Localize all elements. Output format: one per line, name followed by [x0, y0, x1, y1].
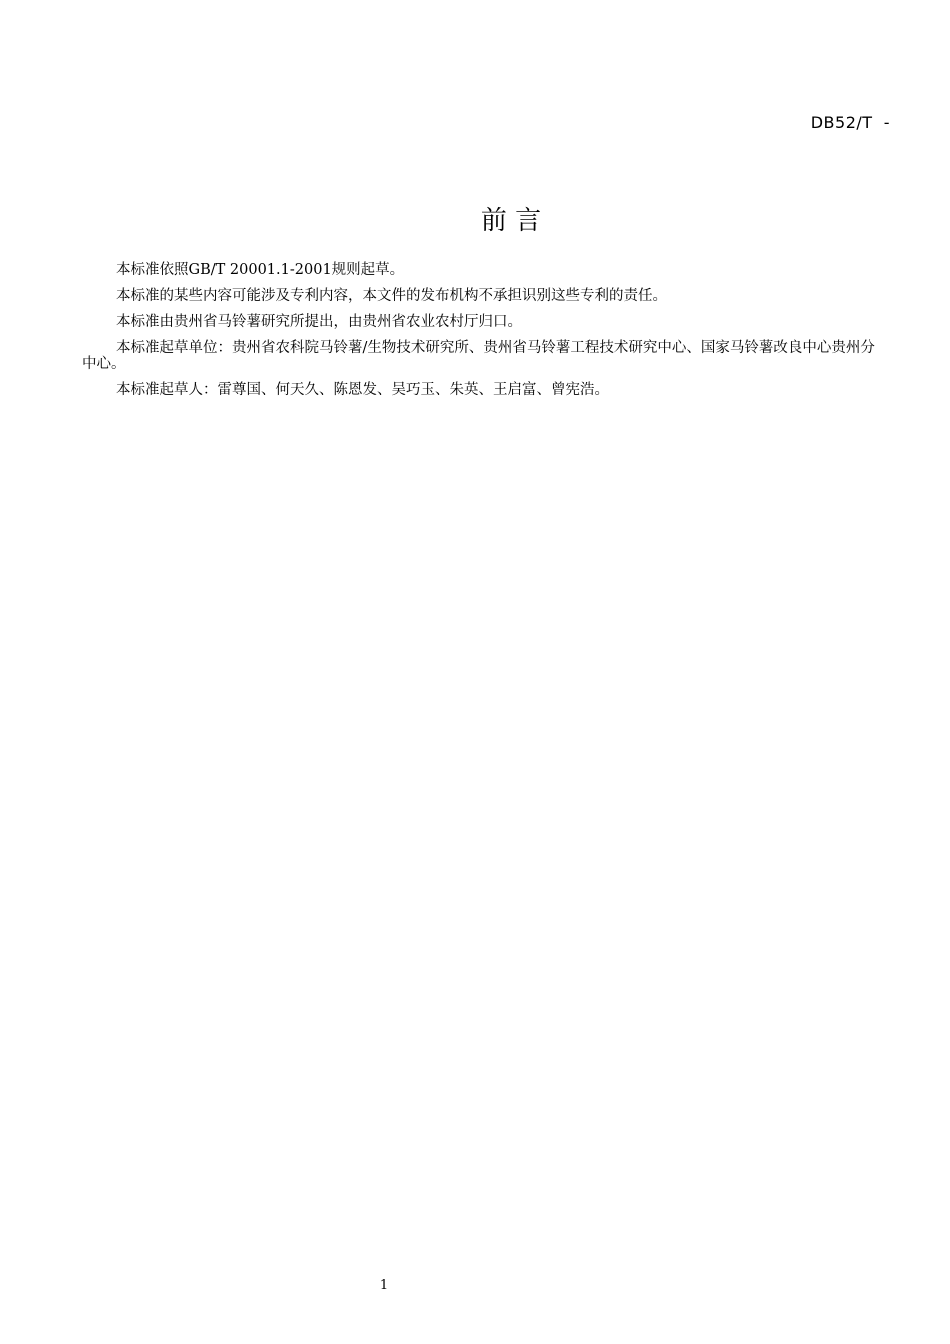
section-title: 前 言	[480, 206, 542, 236]
paragraph-drafting-rules: 本标准依照GB/T 20001.1-2001规则起草。	[116, 262, 405, 278]
standard-code: DB52/T -	[810, 113, 890, 132]
paragraph-drafting-units: 本标准起草单位：贵州省农科院马铃薯/生物技术研究所、贵州省马铃薯工程技术研究中心、国家马铃薯改良中心贵州分中心。	[82, 340, 875, 372]
page-number: 1	[379, 1278, 389, 1293]
paragraph-drafters: 本标准起草人：雷尊国、何天久、陈恩发、吴巧玉、朱英、王启富、曾宪浩。	[116, 382, 609, 398]
paragraph-proposer: 本标准由贵州省马铃薯研究所提出，由贵州省农业农村厅归口。	[116, 314, 522, 330]
paragraph-patent-notice: 本标准的某些内容可能涉及专利内容，本文件的发布机构不承担识别这些专利的责任。	[116, 288, 667, 304]
foreword-body	[82, 262, 882, 408]
